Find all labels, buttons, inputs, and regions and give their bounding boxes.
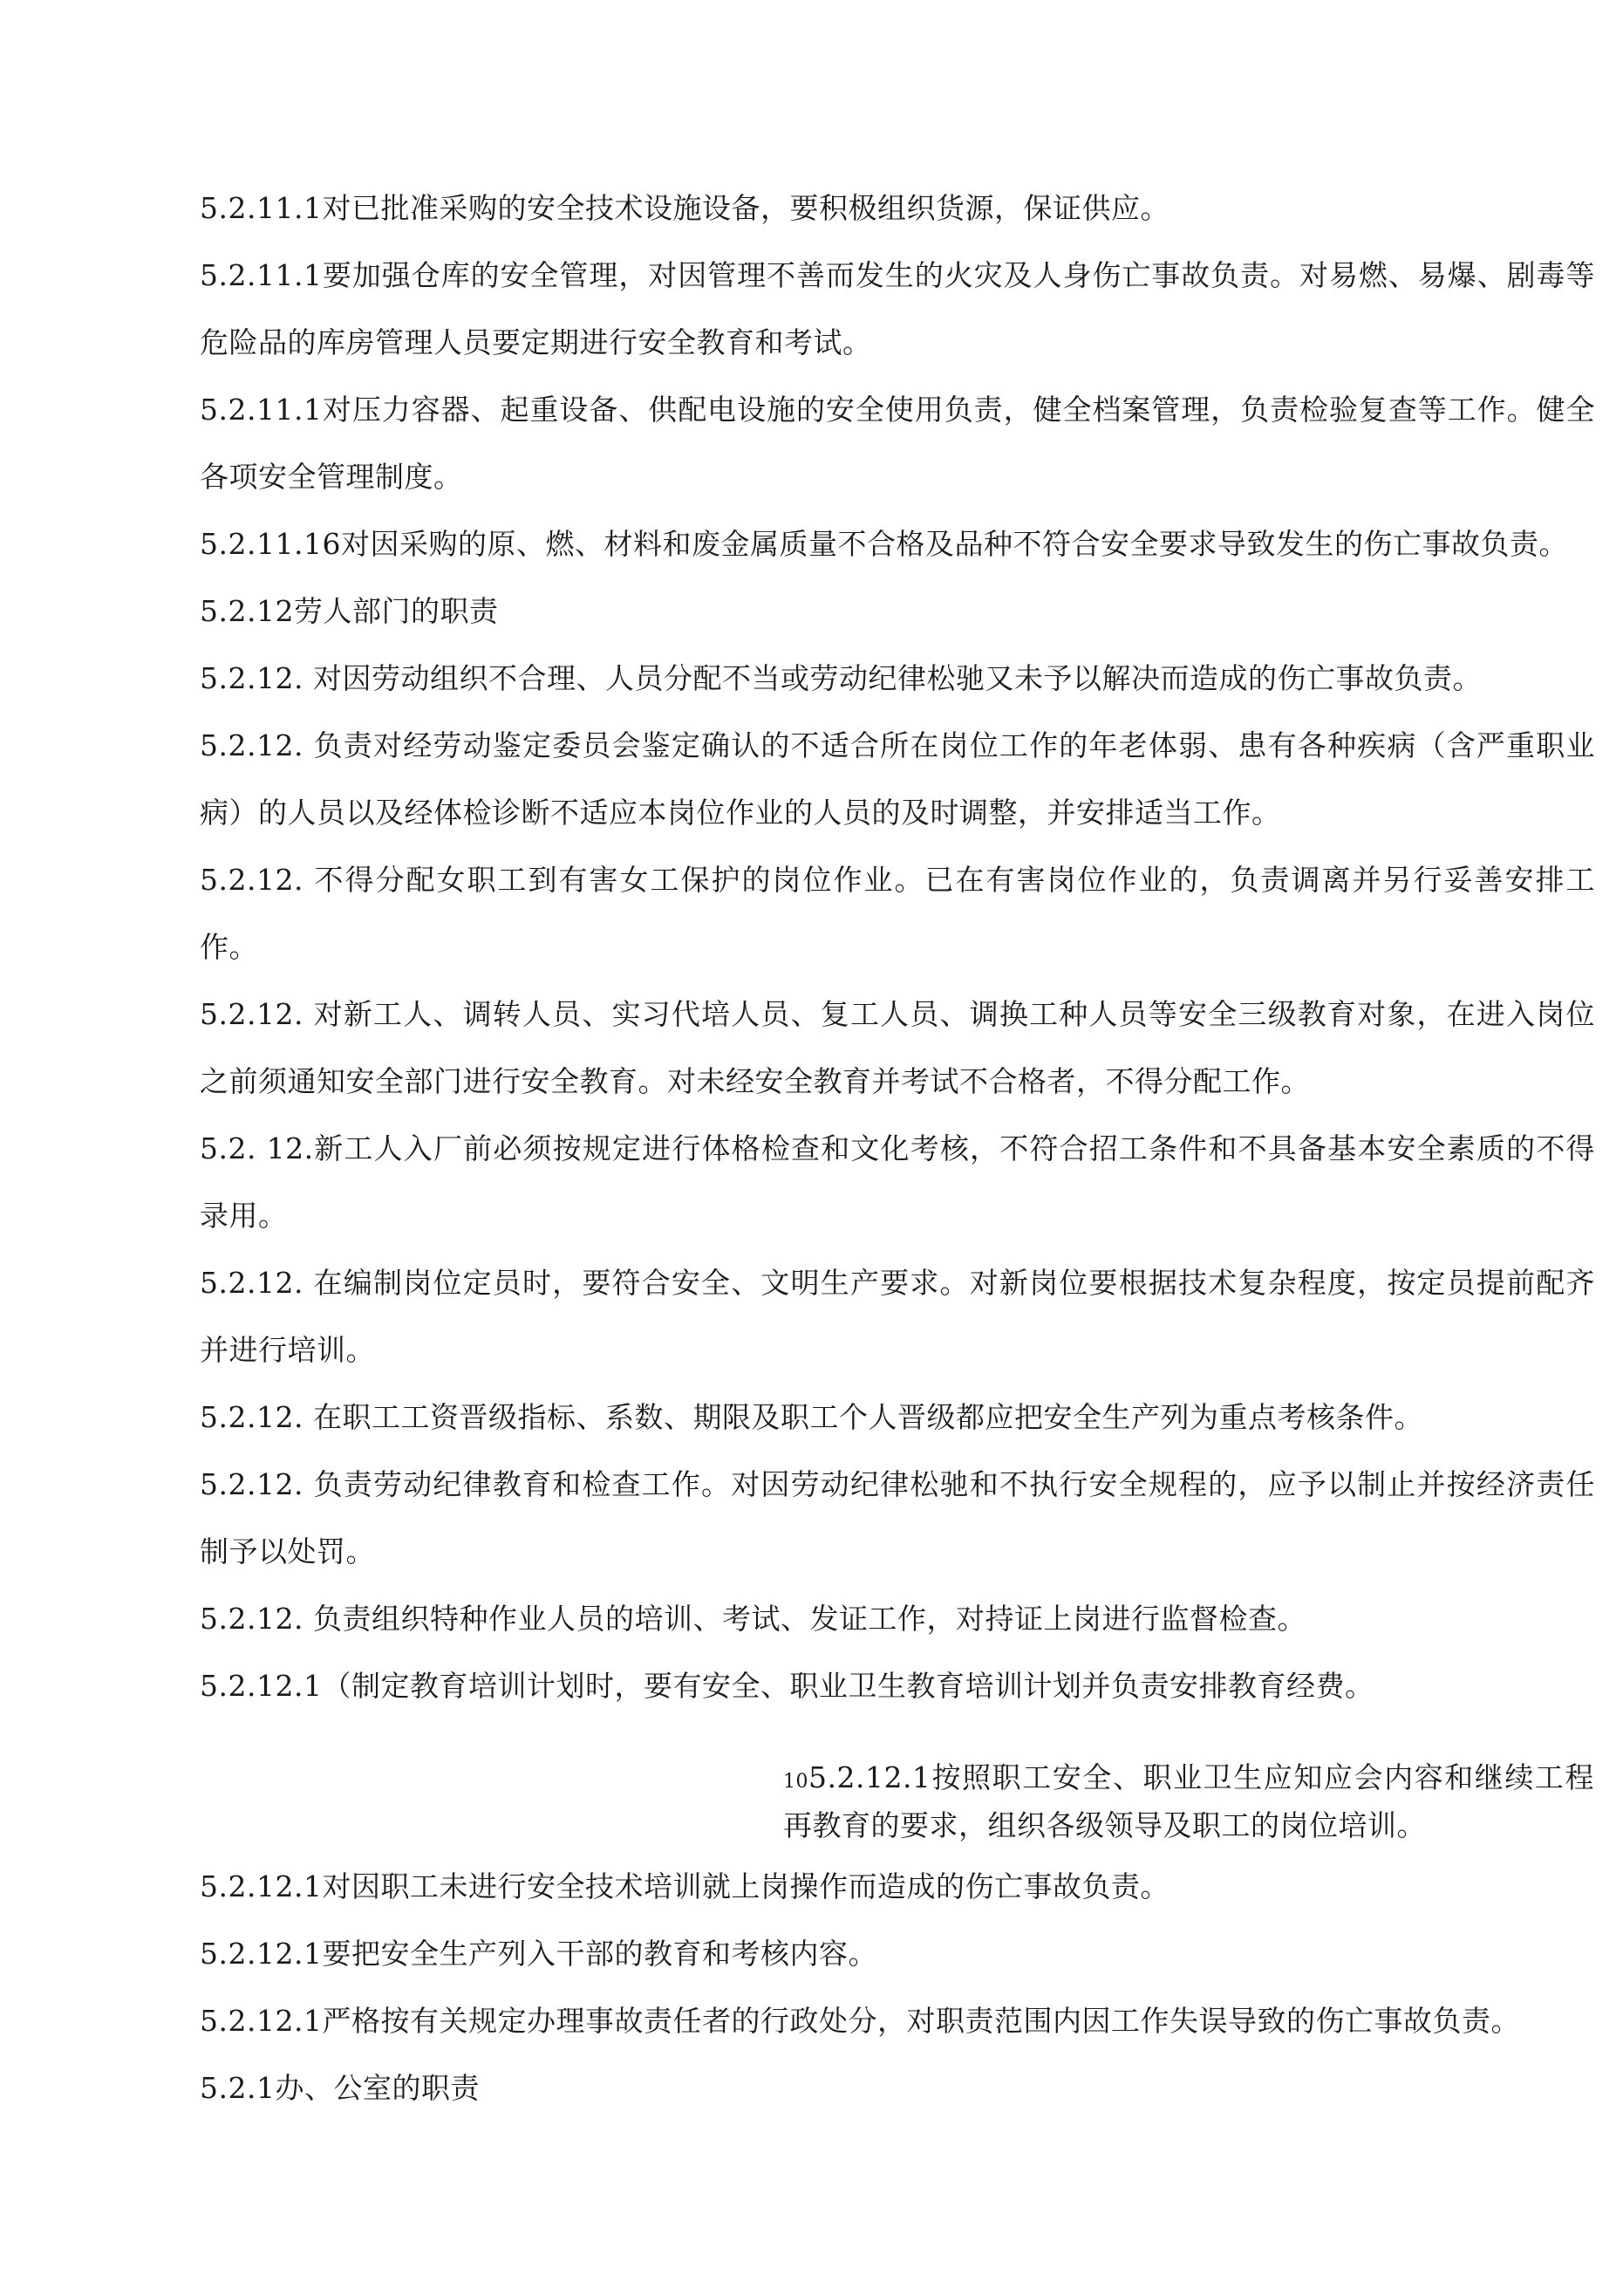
paragraph-5-2-12-labor-organization: 5.2.12. 对因劳动组织不合理、人员分配不当或劳动纪律松驰又未予以解决而造成的伤亡事故负责。: [200, 661, 1482, 695]
footnote-block: [783, 1756, 1594, 1853]
paragraph-5-2-12-1-training-plan: 5.2.12.1（制定教育培训计划时，要有安全、职业卫生教育培训计划并负责安排教育经费。: [200, 1669, 1374, 1703]
paragraph-5-2-11-1-pressure-vessels: 5.2.11.1对压力容器、起重设备、供配电设施的安全使用负责，健全档案管理，负责检验复查等工作。健全各项安全管理制度。: [200, 393, 1595, 494]
paragraph-5-2-12-wage-promotion: 5.2.12. 在职工工资晋级指标、系数、期限及职工个人晋级都应把安全生产列为重点考核条件。: [200, 1400, 1423, 1434]
paragraph-5-2-12-three-level-education: 5.2.12. 对新工人、调转人员、实习代培人员、复工人员、调换工种人员等安全三级教育对象，在进入岗位之前须通知安全部门进行安全教育。对未经安全教育并考试不合格者，不得分配工作。: [200, 997, 1595, 1098]
document-body: [200, 174, 1595, 2122]
section-heading-office: 5.2.1办、公室的职责: [200, 2071, 480, 2105]
paragraph-5-2-12-special-operations: 5.2.12. 负责组织特种作业人员的培训、考试、发证工作，对持证上岗进行监督检查。: [200, 1602, 1306, 1636]
section-heading-labor-department: 5.2.12劳人部门的职责: [200, 594, 499, 628]
paragraph-5-2-12-job-adjustment: 5.2.12. 负责对经劳动鉴定委员会鉴定确认的不适合所在岗位工作的年老体弱、患有各种疾病（含严重职业病）的人员以及经体检诊断不适应本岗位作业的人员的及时调整，并安排适当工作。: [200, 728, 1595, 830]
footnote-text: 5.2.12.1按照职工安全、职业卫生应知应会内容和继续工程再教育的要求，组织各级领导及职工的岗位培训。: [783, 1760, 1594, 1842]
paragraph-5-2-11-16-materials: 5.2.11.16对因采购的原、燃、材料和废金属质量不合格及品种不符合安全要求导致发生的伤亡事故负责。: [200, 527, 1568, 561]
paragraph-5-2-12-1-cadre-assessment: 5.2.12.1要把安全生产列入干部的教育和考核内容。: [200, 1937, 877, 1971]
paragraph-5-2-12-female-workers: 5.2.12. 不得分配女职工到有害女工保护的岗位作业。已在有害岗位作业的，负责调离并另行妥善安排工作。: [200, 863, 1595, 964]
paragraph-5-2-12-1-disciplinary-action: 5.2.12.1严格按有关规定办理事故责任者的行政处分，对职责范围内因工作失误导致的伤亡事故负责。: [200, 2004, 1520, 2038]
paragraph-5-2-12-staffing: 5.2.12. 在编制岗位定员时，要符合安全、文明生产要求。对新岗位要根据技术复杂程度，按定员提前配齐并进行培训。: [200, 1266, 1595, 1367]
paragraph-5-2-11-1-procurement: 5.2.11.1对已批准采购的安全技术设施设备，要积极组织货源，保证供应。: [200, 191, 1170, 225]
paragraph-5-2-12-new-worker-exam: 5.2. 12.新工人入厂前必须按规定进行体格检查和文化考核，不符合招工条件和不具备基本安全素质的不得录用。: [200, 1131, 1595, 1233]
paragraph-5-2-11-1-warehouse: 5.2.11.1要加强仓库的安全管理，对因管理不善而发生的火灾及人身伤亡事故负责。对易燃、易爆、剧毒等危险品的库房管理人员要定期进行安全教育和考试。: [200, 258, 1595, 359]
paragraph-5-2-12-1-untrained-workers: 5.2.12.1对因职工未进行安全技术培训就上岗操作而造成的伤亡事故负责。: [200, 1869, 1170, 1903]
paragraph-5-2-12-discipline: 5.2.12. 负责劳动纪律教育和检查工作。对因劳动纪律松驰和不执行安全规程的，应予以制止并按经济责任制予以处罚。: [200, 1467, 1595, 1568]
footnote-marker: 10: [783, 1771, 808, 1793]
